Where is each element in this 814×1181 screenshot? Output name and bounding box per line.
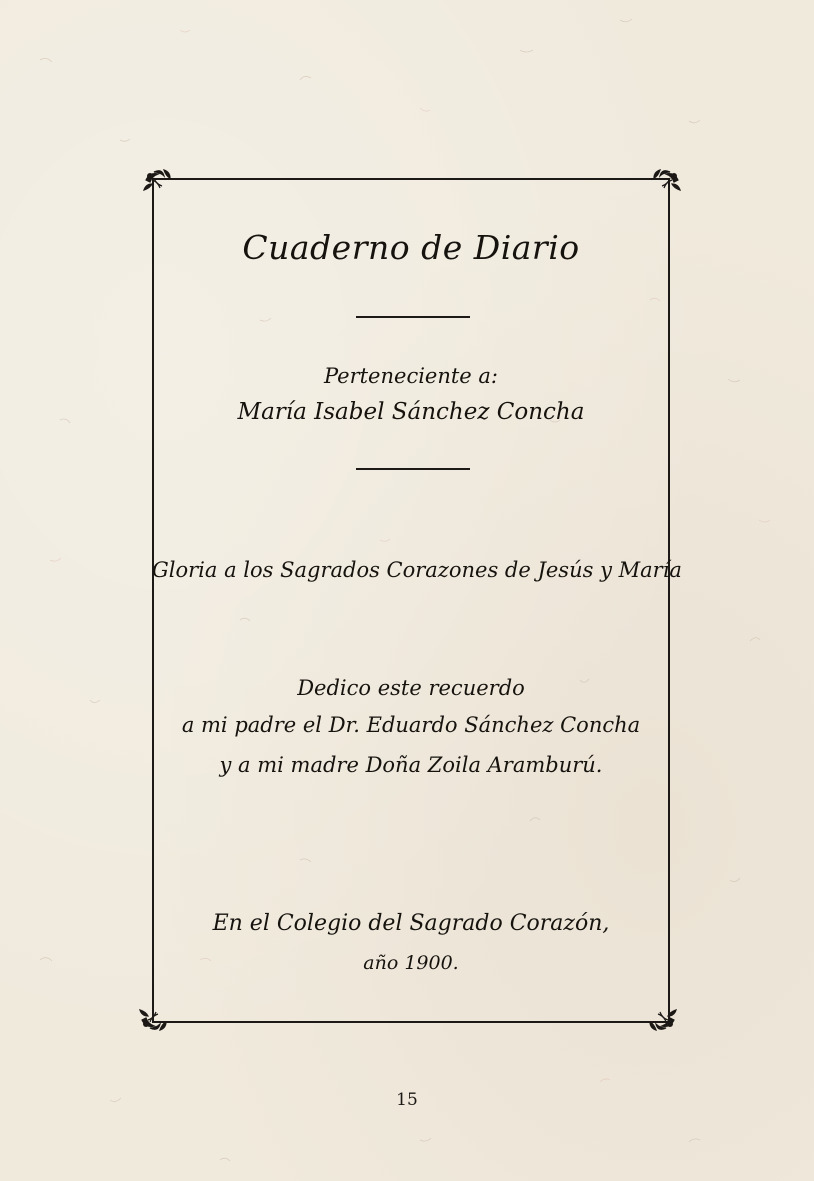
place-line: En el Colegio del Sagrado Corazón,	[212, 911, 610, 936]
corner-ornament-icon	[136, 994, 176, 1034]
page-number: 15	[396, 1090, 418, 1110]
owner-label: Perteneciente a:	[323, 364, 499, 388]
divider-rule	[356, 468, 470, 470]
dedication-line: y a mi madre Doña Zoila Aramburú.	[219, 753, 603, 777]
corner-ornament-icon	[640, 994, 680, 1034]
invocation-line: Gloria a los Sagrados Corazones de Jesús y María	[152, 558, 682, 582]
date-line: año 1900.	[363, 952, 459, 974]
corner-ornament-icon	[644, 166, 684, 206]
decorative-border-frame	[152, 178, 682, 1023]
dedication-line: a mi padre el Dr. Eduardo Sánchez Concha	[181, 713, 641, 737]
owner-name: María Isabel Sánchez Concha	[237, 399, 585, 425]
divider-rule	[356, 316, 470, 318]
dedication-line: Dedico este recuerdo	[297, 676, 525, 700]
corner-ornament-icon	[140, 166, 180, 206]
page-title: Cuaderno de Diario	[242, 228, 580, 267]
